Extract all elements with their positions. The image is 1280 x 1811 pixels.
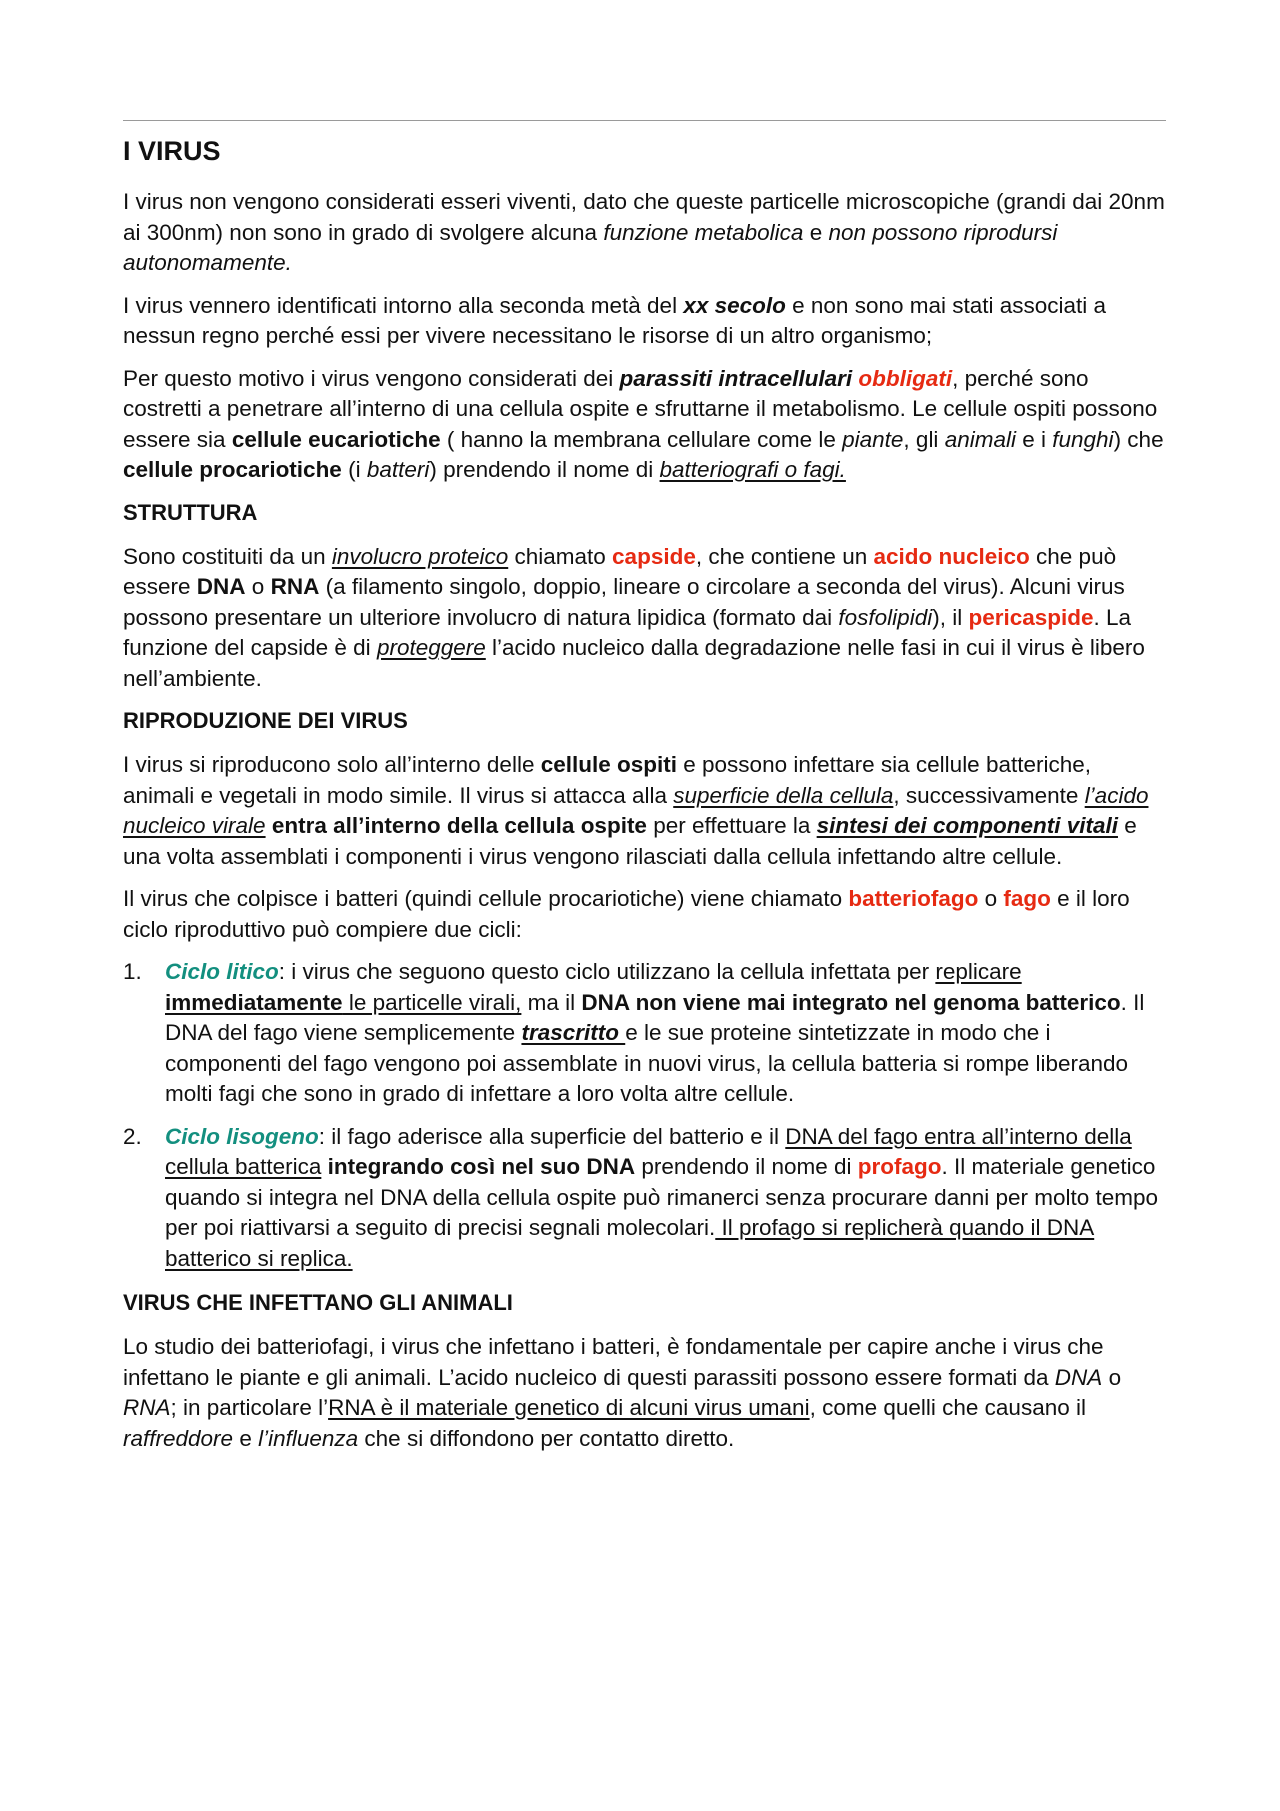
text-run: immediatamente (165, 989, 343, 1015)
text-run: per effettuare la (646, 813, 817, 838)
text-run: batteriofago (848, 886, 979, 911)
text-run: , successivamente (893, 782, 1085, 808)
text-run: Ciclo lisogeno (165, 1123, 319, 1149)
document-page (123, 120, 1166, 1466)
text-run: xx secolo (683, 292, 786, 318)
text-run: obbligati (858, 365, 953, 391)
text-run: . Il materiale genetico quando si integra nel DNA della cellula ospite può rimanerci senza procurare danni per molto tempo per poi riattivarsi a seguito di precisi segnali molecolari. (165, 1154, 1159, 1240)
text-run: batteriografi o fagi. (659, 457, 846, 482)
text-run: entra all’interno della cellula ospite (271, 813, 647, 838)
text-run: RNA è il materiale genetico di alcuni virus umani (328, 1395, 810, 1420)
list-item-text (165, 1122, 1166, 1275)
text-run: e una volta assemblati i componenti i virus vengono rilasciati dalla cellula infettando altre cellule. (123, 813, 1137, 869)
text-run: e le sue proteine sintetizzate in modo che i componenti del fago vengono poi assemblate in nuovi virus, la cellula batteria si rompe liberando molti fagi che sono in grado di infettare a loro volta altre cellule. (165, 1020, 1129, 1106)
text-run: superficie della cellula (673, 782, 894, 808)
text-run: , perché sono costretti a penetrare all’interno di una cellula ospite e sfruttarne il metabolismo. Le cellule ospiti possono essere sia (123, 365, 1158, 452)
text-run: sintesi dei componenti vitali (816, 813, 1118, 838)
text-run: funghi (1052, 426, 1114, 452)
text-run: replicare (935, 959, 1022, 984)
text-run: Ciclo litico (165, 959, 279, 984)
text-run: l’acido nucleico virale (123, 782, 1149, 838)
text-run: funzione metabolica (603, 219, 804, 245)
text-run: capside (612, 543, 696, 569)
text-run: e (233, 1425, 259, 1451)
text-run: ) prendendo il nome di (429, 457, 660, 482)
text-run: ) che (1113, 426, 1164, 452)
text-run: Per questo motivo i virus vengono considerati dei (123, 365, 620, 391)
text-run: (i (341, 457, 367, 482)
text-run: o (245, 574, 271, 599)
document-body (123, 187, 1166, 1454)
text-run: : il fago aderisce alla superficie del batterio e il (318, 1123, 786, 1149)
section-heading: VIRUS CHE INFETTANO GLI ANIMALI (123, 1290, 513, 1315)
paragraph (123, 187, 1166, 279)
section-heading: STRUTTURA (123, 499, 258, 525)
paragraph (123, 750, 1166, 872)
text-run: che si diffondono per contatto diretto. (358, 1425, 735, 1451)
text-run: (a filamento singolo, doppio, lineare o circolare a seconda del virus). Alcuni virus possono presentare un ulteriore involucro di natura lipidica (formato dai (123, 574, 1125, 630)
text-run: RNA (123, 1395, 171, 1420)
text-run: e (803, 219, 829, 245)
list-number: 1. (123, 959, 142, 984)
text-run: . Il DNA del fago viene semplicemente (165, 989, 1145, 1045)
text-run: chiamato (508, 543, 613, 569)
text-run: . La funzione del capside è di (123, 604, 1132, 660)
text-run: cellule ospiti (540, 752, 678, 777)
list-number: 2. (123, 1123, 142, 1149)
text-run: fago (1003, 886, 1051, 911)
text-run: proteggere (376, 635, 486, 660)
text-run: acido nucleico (873, 543, 1030, 569)
list-item (123, 957, 1166, 1110)
section-heading: RIPRODUZIONE DEI VIRUS (123, 708, 408, 733)
text-run: trascritto (521, 1020, 626, 1045)
text-run: ( hanno la membrana cellulare come le (440, 426, 843, 452)
text-run: involucro proteico (331, 543, 509, 569)
text-run: , che contiene un (695, 543, 874, 569)
text-run: o (978, 886, 1004, 911)
paragraph (123, 542, 1166, 695)
text-run: ; in particolare l’ (170, 1395, 329, 1420)
text-run: e non sono mai stati associati a nessun regno perché essi per vivere necessitano le risorse di un altro organismo; (123, 292, 1107, 348)
text-run: RNA (270, 574, 320, 599)
text-run: che può essere (123, 543, 1117, 599)
text-run: parassiti intracellulari (619, 365, 853, 391)
page-title: I VIRUS (123, 136, 221, 166)
text-run: Il profago si replicherà quando il DNA batterico si replica. (165, 1215, 1095, 1271)
text-run: , come quelli che causano il (809, 1395, 1086, 1420)
text-run: profago (857, 1154, 942, 1179)
top-rule (123, 120, 1166, 121)
text-run: l’acido nucleico dalla degradazione nelle fasi in cui il virus è libero nell’ambiente. (123, 635, 1145, 691)
text-run: DNA (196, 574, 246, 599)
text-run: o (1102, 1364, 1122, 1390)
text-run: e i (1015, 426, 1053, 452)
list-item-text (165, 957, 1166, 1110)
text-run: raffreddore (123, 1425, 234, 1451)
text-run: Il virus che colpisce i batteri (quindi cellule procariotiche) viene chiamato (123, 886, 849, 911)
paragraph (123, 364, 1166, 486)
text-run: integrando così nel suo DNA (327, 1154, 636, 1179)
text-run: animali (944, 426, 1016, 452)
text-run: I virus vennero identificati intorno alla seconda metà del (123, 292, 684, 318)
text-run: fosfolipidi (838, 604, 933, 630)
text-run: : i virus che seguono questo ciclo utilizzano la cellula infettata per (278, 959, 936, 984)
list-item (123, 1122, 1166, 1275)
text-run: DNA non viene mai integrato nel genoma batterico (581, 989, 1121, 1015)
text-run: Sono costituiti da un (123, 543, 332, 569)
text-run: DNA del fago entra all’interno della cellula batterica (165, 1123, 1132, 1179)
text-run: I virus si riproducono solo all’interno delle (123, 752, 541, 777)
text-run: e possono infettare sia cellule batteriche, animali e vegetali in modo simile. Il virus si attacca alla (123, 752, 1092, 808)
text-run: l’influenza (258, 1425, 359, 1451)
paragraph (123, 884, 1166, 945)
text-run: piante (842, 426, 904, 452)
numbered-list (123, 957, 1166, 1274)
text-run: non possono riprodursi autonomamente. (123, 219, 1058, 275)
text-run: Lo studio dei batteriofagi, i virus che infettano i batteri, è fondamentale per capire anche i virus che infettano le piante e gli animali. L’acido nucleico di questi parassiti possono essere formati da (123, 1334, 1104, 1390)
text-run: ), il (932, 604, 969, 630)
text-run: e il loro ciclo riproduttivo può compiere due cicli: (123, 886, 1130, 942)
text-run: prendendo il nome di (635, 1154, 858, 1179)
text-run: cellule procariotiche (123, 457, 342, 482)
text-run: ma il (521, 989, 582, 1015)
paragraph (123, 291, 1166, 352)
text-run: I virus non vengono considerati esseri viventi, dato che queste particelle microscopiche (grandi dai 20nm ai 300nm) non sono in grado di svolgere alcuna (123, 189, 1165, 245)
text-run: le particelle virali, (342, 989, 522, 1015)
text-run: cellule eucariotiche (231, 426, 441, 452)
text-run: , gli (903, 426, 945, 452)
paragraph (123, 1332, 1166, 1454)
text-run: DNA (1054, 1364, 1103, 1390)
text-run: pericaspide (968, 604, 1094, 630)
text-run: batteri (366, 457, 430, 482)
